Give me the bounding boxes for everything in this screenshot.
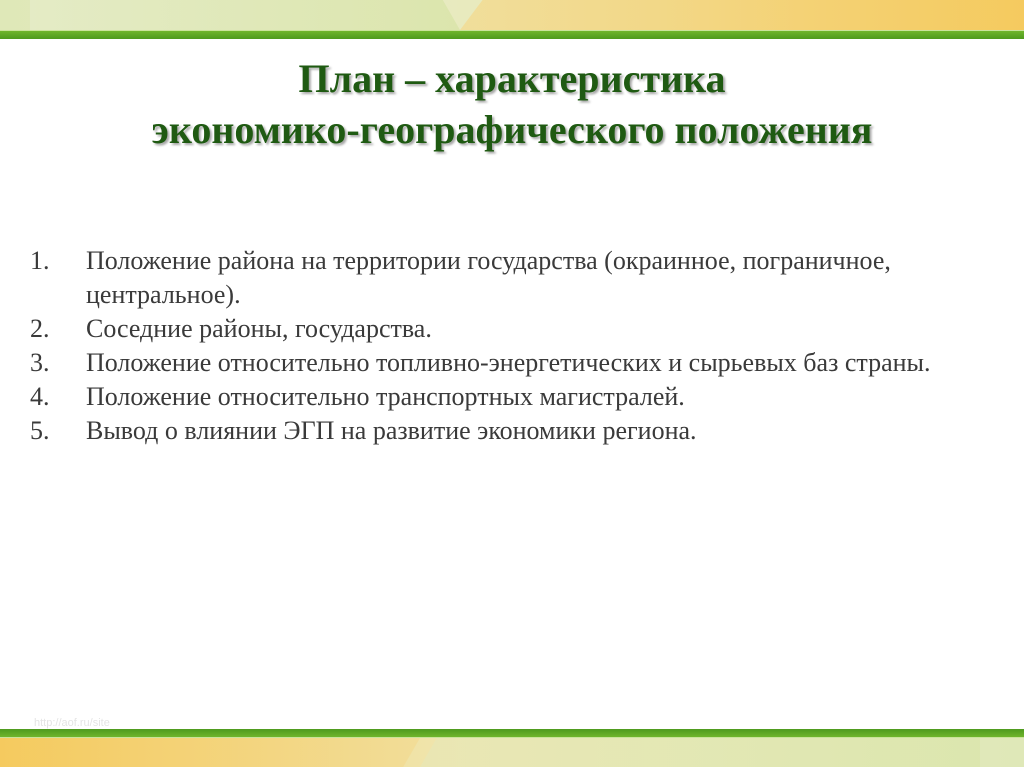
plan-item-number: 1. bbox=[30, 246, 50, 275]
plan-item-text: Положение относительно транспортных магистралей. bbox=[86, 382, 685, 411]
bottom-green-stripe bbox=[0, 729, 1024, 738]
plan-item-text: Положение района на территории государства (окраинное, пограничное, центральное). bbox=[86, 246, 891, 309]
bottom-decorative-shape-left bbox=[0, 738, 420, 767]
top-decorative-shape-left bbox=[30, 0, 460, 30]
plan-item-number: 4. bbox=[30, 382, 50, 411]
slide-content bbox=[0, 39, 1024, 729]
plan-item-3 bbox=[30, 346, 1010, 380]
plan-item-number: 2. bbox=[30, 314, 50, 343]
top-decorative-shape-right bbox=[460, 0, 1024, 30]
plan-item-5 bbox=[30, 414, 1010, 448]
plan-item-text: Положение относительно топливно-энергетических и сырьевых баз страны. bbox=[86, 348, 931, 377]
watermark-text: http://aof.ru/site bbox=[34, 717, 110, 729]
plan-item-text: Соседние районы, государства. bbox=[86, 314, 432, 343]
slide-title-line-1: План – характеристика bbox=[298, 56, 726, 101]
plan-list bbox=[30, 244, 1010, 448]
plan-item-text: Вывод о влиянии ЭГП на развитие экономики региона. bbox=[86, 416, 697, 445]
plan-item-number: 3. bbox=[30, 348, 50, 377]
top-green-stripe bbox=[0, 30, 1024, 39]
plan-item-1 bbox=[30, 244, 1010, 312]
plan-item-number: 5. bbox=[30, 416, 50, 445]
plan-item-2 bbox=[30, 312, 1010, 346]
bottom-decorative-shape-right bbox=[420, 738, 980, 767]
slide-title bbox=[0, 53, 1024, 155]
plan-item-4 bbox=[30, 380, 1010, 414]
slide-title-line-2: экономико-географического положения bbox=[151, 107, 873, 152]
